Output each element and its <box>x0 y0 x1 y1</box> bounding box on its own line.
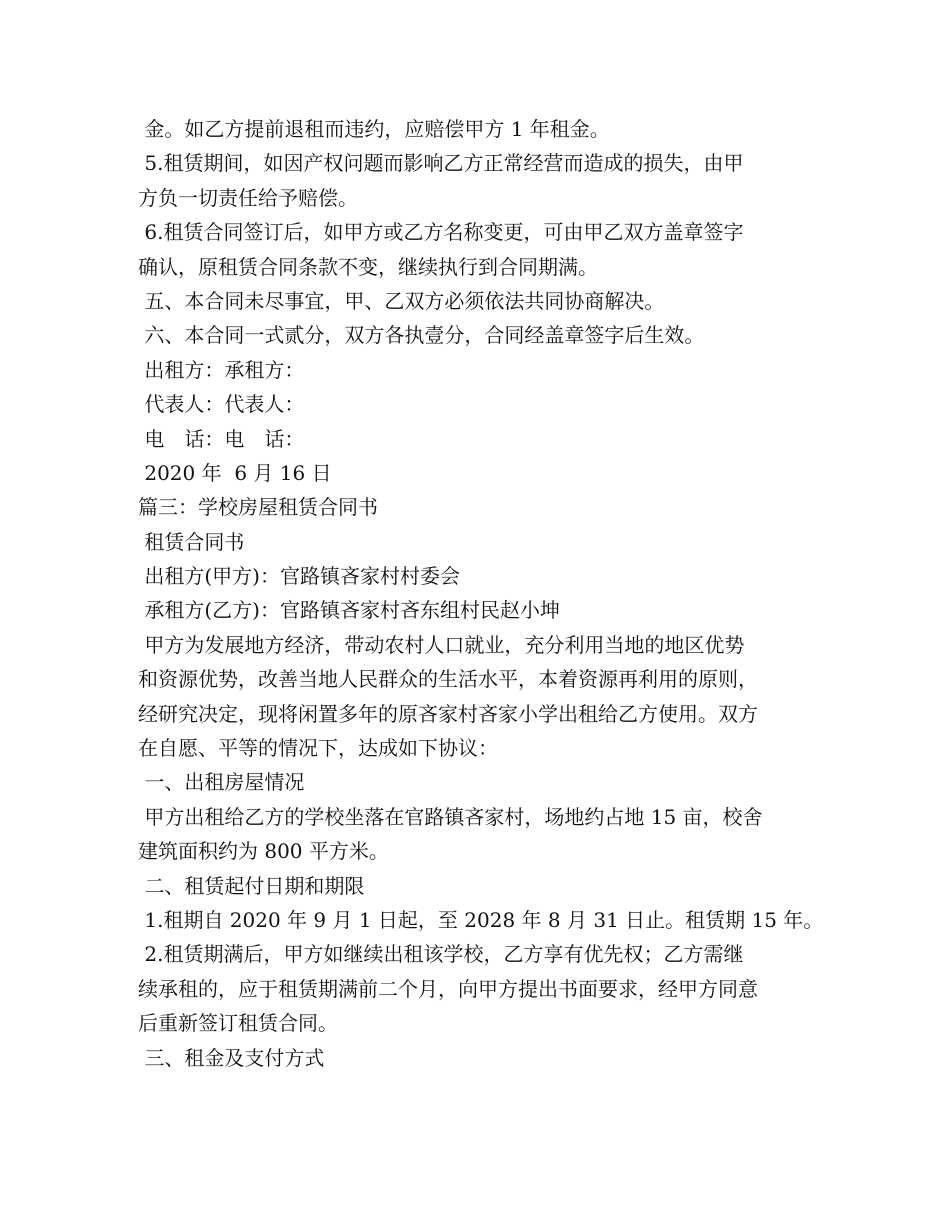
text-line: 和资源优势，改善当地人民群众的生活水平，本着资源再利用的原则， <box>138 667 758 692</box>
text-line: 出租方(甲方)：官路镇吝家村村委会 <box>138 564 460 589</box>
section-heading: 二、租赁起付日期和期限 <box>138 873 365 898</box>
text-line: 金。如乙方提前退租而违约，应赔偿甲方 1 年租金。 <box>138 117 610 141</box>
text-line: 电 话：电 话： <box>138 426 305 451</box>
text-line: 1.租期自 2020 年 9 月 1 日起，至 2028 年 8 月 31 日止。租赁期 15 年。 <box>138 907 824 932</box>
document-body <box>138 112 824 1075</box>
text-line: 经研究决定，现将闲置多年的原吝家村吝家小学出租给乙方使用。双方 <box>138 701 758 726</box>
text-line: 五、本合同未尽事宜，甲、乙双方必须依法共同协商解决。 <box>138 288 665 313</box>
text-line: 甲方出租给乙方的学校坐落在官路镇吝家村，场地约占地 15 亩，校舍 <box>138 804 763 829</box>
text-line: 出租方：承租方： <box>138 357 305 382</box>
text-line: 甲方为发展地方经济，带动农村人口就业，充分利用当地的地区优势 <box>138 632 745 657</box>
text-line: 承租方(乙方)：官路镇吝家村吝东组村民赵小坤 <box>138 598 560 623</box>
section-title: 篇三：学校房屋租赁合同书 <box>138 495 378 520</box>
text-line: 代表人：代表人： <box>138 392 305 417</box>
text-line: 5.租赁期间，如因产权问题而影响乙方正常经营而造成的损失，由甲 <box>138 151 744 176</box>
text-line: 2.租赁期满后，甲方如继续出租该学校，乙方享有优先权；乙方需继 <box>138 942 744 967</box>
text-line: 6.租赁合同签订后，如甲方或乙方名称变更，可由甲乙双方盖章签字 <box>138 220 744 245</box>
text-line: 确认，原租赁合同条款不变，继续执行到合同期满。 <box>138 254 598 279</box>
text-line: 六、本合同一式贰分，双方各执壹分，合同经盖章签字后生效。 <box>138 323 705 348</box>
text-line: 续承租的，应于租赁期满前二个月，向甲方提出书面要求，经甲方同意 <box>138 976 758 1001</box>
text-line: 建筑面积约为 800 平方米。 <box>138 839 389 864</box>
document-title: 租赁合同书 <box>138 529 245 554</box>
date-line: 2020 年 6 月 16 日 <box>138 460 332 485</box>
text-line: 后重新签订租赁合同。 <box>138 1011 338 1036</box>
section-heading: 一、出租房屋情况 <box>138 770 305 795</box>
section-heading: 三、租金及支付方式 <box>138 1045 325 1070</box>
text-line: 在自愿、平等的情况下，达成如下协议： <box>138 736 498 761</box>
text-line: 方负一切责任给予赔偿。 <box>138 185 358 210</box>
